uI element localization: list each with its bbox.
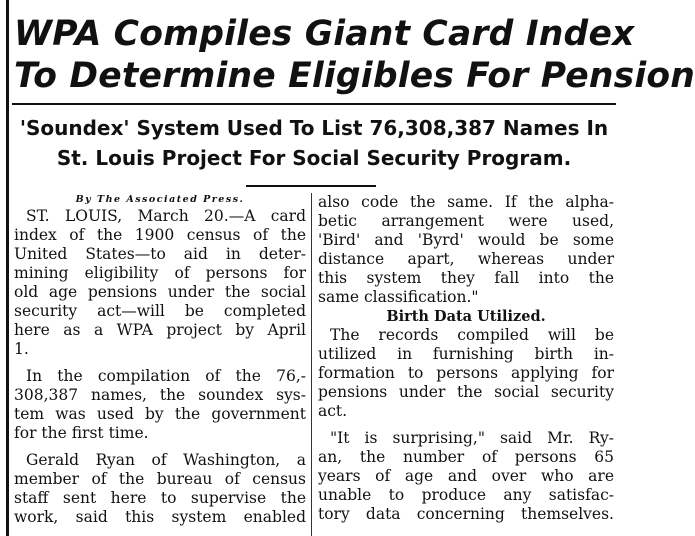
column-divider xyxy=(311,193,312,536)
text-line: for the first time. xyxy=(14,424,149,442)
text-line: unable to produce any satisfac- xyxy=(318,486,614,504)
text-line: "It is surprising," said Mr. Ry- xyxy=(330,429,614,447)
text-line: same classification." xyxy=(318,288,479,306)
paragraph-gap xyxy=(14,359,306,367)
headline-line-1: WPA Compiles Giant Card Index xyxy=(14,14,635,54)
paragraph-surprising xyxy=(318,429,614,524)
article-column-right xyxy=(318,193,614,536)
subhead-birth-data: Birth Data Utilized. xyxy=(386,308,546,325)
deck-line-2: St. Louis Project For Social Security Program. xyxy=(56,146,572,170)
article-column-left xyxy=(14,193,306,536)
text-line: betic arrangement were used, xyxy=(318,212,614,230)
text-line: United States—to aid in deter- xyxy=(14,245,306,263)
deck-line-1: 'Soundex' System Used To List 76,308,387 Names In xyxy=(19,116,609,140)
text-line: 308,387 names, the soundex sys- xyxy=(14,386,306,404)
text-line: tem was used by the government xyxy=(14,405,306,423)
text-line: tory data concerning themselves. xyxy=(318,505,614,523)
text-line: The records compiled will be xyxy=(330,326,614,344)
text-line: also code the same. If the alpha- xyxy=(318,193,614,211)
text-line: In the compilation of the 76,- xyxy=(26,367,306,385)
deck-rule xyxy=(246,185,376,187)
text-line: mining eligibility of persons for xyxy=(14,264,306,282)
text-line: distance apart, whereas under xyxy=(318,250,614,268)
paragraph-compilation xyxy=(14,367,306,443)
text-line: staff sent here to supervise the xyxy=(14,489,306,507)
text-line: old age pensions under the social xyxy=(14,283,306,301)
text-line: here as a WPA project by April xyxy=(14,321,306,339)
paragraph-continued xyxy=(318,193,614,307)
byline: By The Associated Press. xyxy=(75,194,245,205)
text-line: security act—will be completed xyxy=(14,302,306,320)
headline-rule xyxy=(12,103,616,105)
paragraph-dateline xyxy=(14,207,306,359)
paragraph-gap xyxy=(318,421,614,429)
paragraph-gap xyxy=(14,443,306,451)
text-line: Gerald Ryan of Washington, a xyxy=(26,451,306,469)
text-line: this system they fall into the xyxy=(318,269,614,287)
text-line: work, said this system enabled xyxy=(14,508,306,526)
paragraph-records xyxy=(318,326,614,421)
text-line: formation to persons applying for xyxy=(318,364,614,382)
text-line: 1. xyxy=(14,340,29,358)
text-line: act. xyxy=(318,402,348,420)
text-line: index of the 1900 census of the xyxy=(14,226,306,244)
headline-line-2: To Determine Eligibles For Pension xyxy=(14,56,695,96)
text-line: utilized in furnishing birth in- xyxy=(318,345,614,363)
text-line: member of the bureau of census xyxy=(14,470,306,488)
text-line: ST. LOUIS, March 20.—A card xyxy=(26,207,306,225)
left-border-rule xyxy=(6,0,9,536)
text-line: pensions under the social security xyxy=(318,383,614,401)
text-line: an, the number of persons 65 xyxy=(318,448,614,466)
paragraph-ryan xyxy=(14,451,306,527)
text-line: years of age and over who are xyxy=(318,467,614,485)
text-line: 'Bird' and 'Byrd' would be some xyxy=(318,231,614,249)
